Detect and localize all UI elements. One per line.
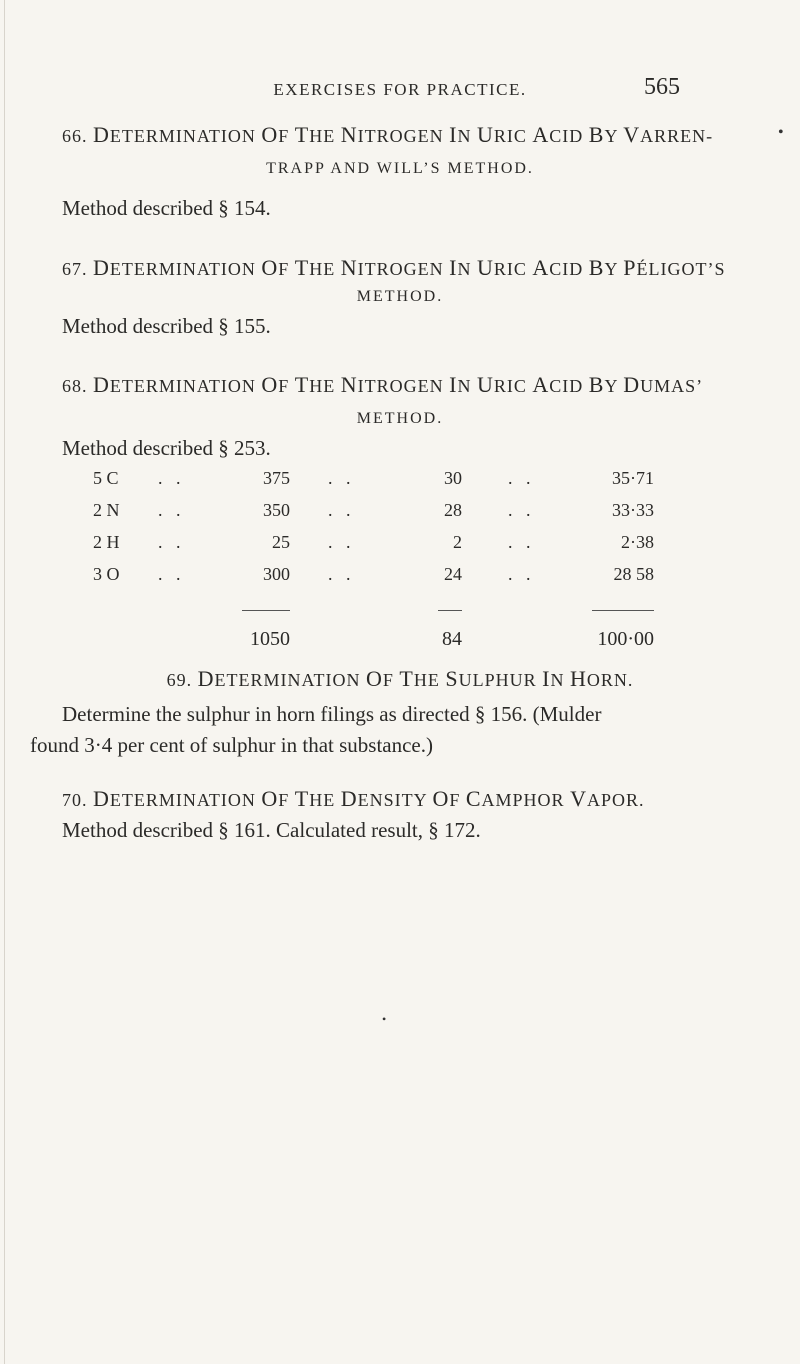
leader-dots: . . bbox=[158, 500, 181, 520]
total-percent: 100·00 bbox=[597, 628, 654, 650]
ink-speck-mark: • bbox=[382, 1012, 387, 1026]
weight-cell: 350 bbox=[263, 500, 290, 520]
exercise-70-heading bbox=[62, 786, 644, 812]
exercise-67-number: 67. bbox=[62, 259, 88, 279]
weight-cell: 300 bbox=[263, 564, 290, 584]
leader-dots: . . bbox=[158, 564, 181, 584]
exercise-67-title-line2: METHOD. bbox=[356, 288, 444, 305]
exercise-68-title: DETERMINATION OF THE NITROGEN IN URIC ACID BY DUMAS’ bbox=[93, 372, 704, 397]
total-rule-weight bbox=[242, 610, 290, 611]
percent-cell: 28 58 bbox=[613, 564, 654, 584]
percent-cell: 33·33 bbox=[612, 500, 654, 520]
percent-cell: 2·38 bbox=[621, 532, 654, 552]
total-parts: 84 bbox=[442, 628, 462, 650]
leader-dots: . . bbox=[508, 532, 531, 552]
exercise-68-title-line1 bbox=[62, 372, 703, 398]
exercise-69-number: 69. bbox=[166, 670, 193, 690]
exercise-69-text-line2: found 3·4 per cent of sulphur in that substance.) bbox=[30, 733, 433, 757]
parts-cell: 24 bbox=[444, 564, 462, 584]
exercise-66-number: 66. bbox=[62, 126, 88, 146]
percent-cell: 35·71 bbox=[612, 468, 654, 488]
parts-cell: 30 bbox=[444, 468, 462, 488]
exercise-66-title-line1 bbox=[62, 122, 713, 148]
exercise-66-title-line2: TRAPP AND WILL’S METHOD. bbox=[266, 160, 534, 177]
atom-cell: 5 C bbox=[93, 468, 119, 488]
weight-cell: 375 bbox=[263, 468, 290, 488]
exercise-67-method: Method described § 155. bbox=[62, 314, 271, 338]
parts-cell: 2 bbox=[453, 532, 462, 552]
margin-dot-mark: • bbox=[778, 124, 784, 141]
leader-dots: . . bbox=[328, 468, 351, 488]
leader-dots: . . bbox=[328, 564, 351, 584]
exercise-70-title: DETERMINATION OF THE DENSITY OF CAMPHOR VAPOR. bbox=[93, 786, 645, 811]
total-rule-percent bbox=[592, 610, 654, 611]
leader-dots: . . bbox=[508, 564, 531, 584]
leader-dots: . . bbox=[158, 468, 181, 488]
leader-dots: . . bbox=[328, 532, 351, 552]
atom-cell: 3 O bbox=[93, 564, 120, 584]
leader-dots: . . bbox=[508, 500, 531, 520]
total-rule-parts bbox=[438, 610, 462, 611]
exercise-70-number: 70. bbox=[62, 790, 88, 810]
total-weight: 1050 bbox=[250, 628, 290, 650]
exercise-66-title: DETERMINATION OF THE NITROGEN IN URIC ACID BY VARREN- bbox=[93, 122, 714, 147]
exercise-67-title: DETERMINATION OF THE NITROGEN IN URIC ACID BY PÉLIGOT’S bbox=[93, 255, 726, 280]
running-head: EXERCISES FOR PRACTICE. bbox=[273, 80, 527, 99]
exercise-66-method: Method described § 154. bbox=[62, 196, 271, 220]
page-number: 565 bbox=[644, 74, 680, 100]
exercise-69-title: DETERMINATION OF THE SULPHUR IN HORN. bbox=[197, 666, 634, 691]
exercise-68-method: Method described § 253. bbox=[62, 436, 271, 460]
exercise-68-title-line2: METHOD. bbox=[356, 410, 444, 427]
weight-cell: 25 bbox=[272, 532, 290, 552]
leader-dots: . . bbox=[328, 500, 351, 520]
exercise-69-text-line1: Determine the sulphur in horn filings as directed § 156. (Mulder bbox=[62, 702, 602, 726]
exercise-68-number: 68. bbox=[62, 376, 88, 396]
exercise-67-title-line1 bbox=[62, 255, 726, 281]
exercise-69-heading bbox=[0, 666, 800, 692]
leader-dots: . . bbox=[158, 532, 181, 552]
atom-cell: 2 H bbox=[93, 532, 120, 552]
parts-cell: 28 bbox=[444, 500, 462, 520]
leader-dots: . . bbox=[508, 468, 531, 488]
atom-cell: 2 N bbox=[93, 500, 120, 520]
exercise-70-method: Method described § 161. Calculated result, § 172. bbox=[62, 818, 481, 842]
